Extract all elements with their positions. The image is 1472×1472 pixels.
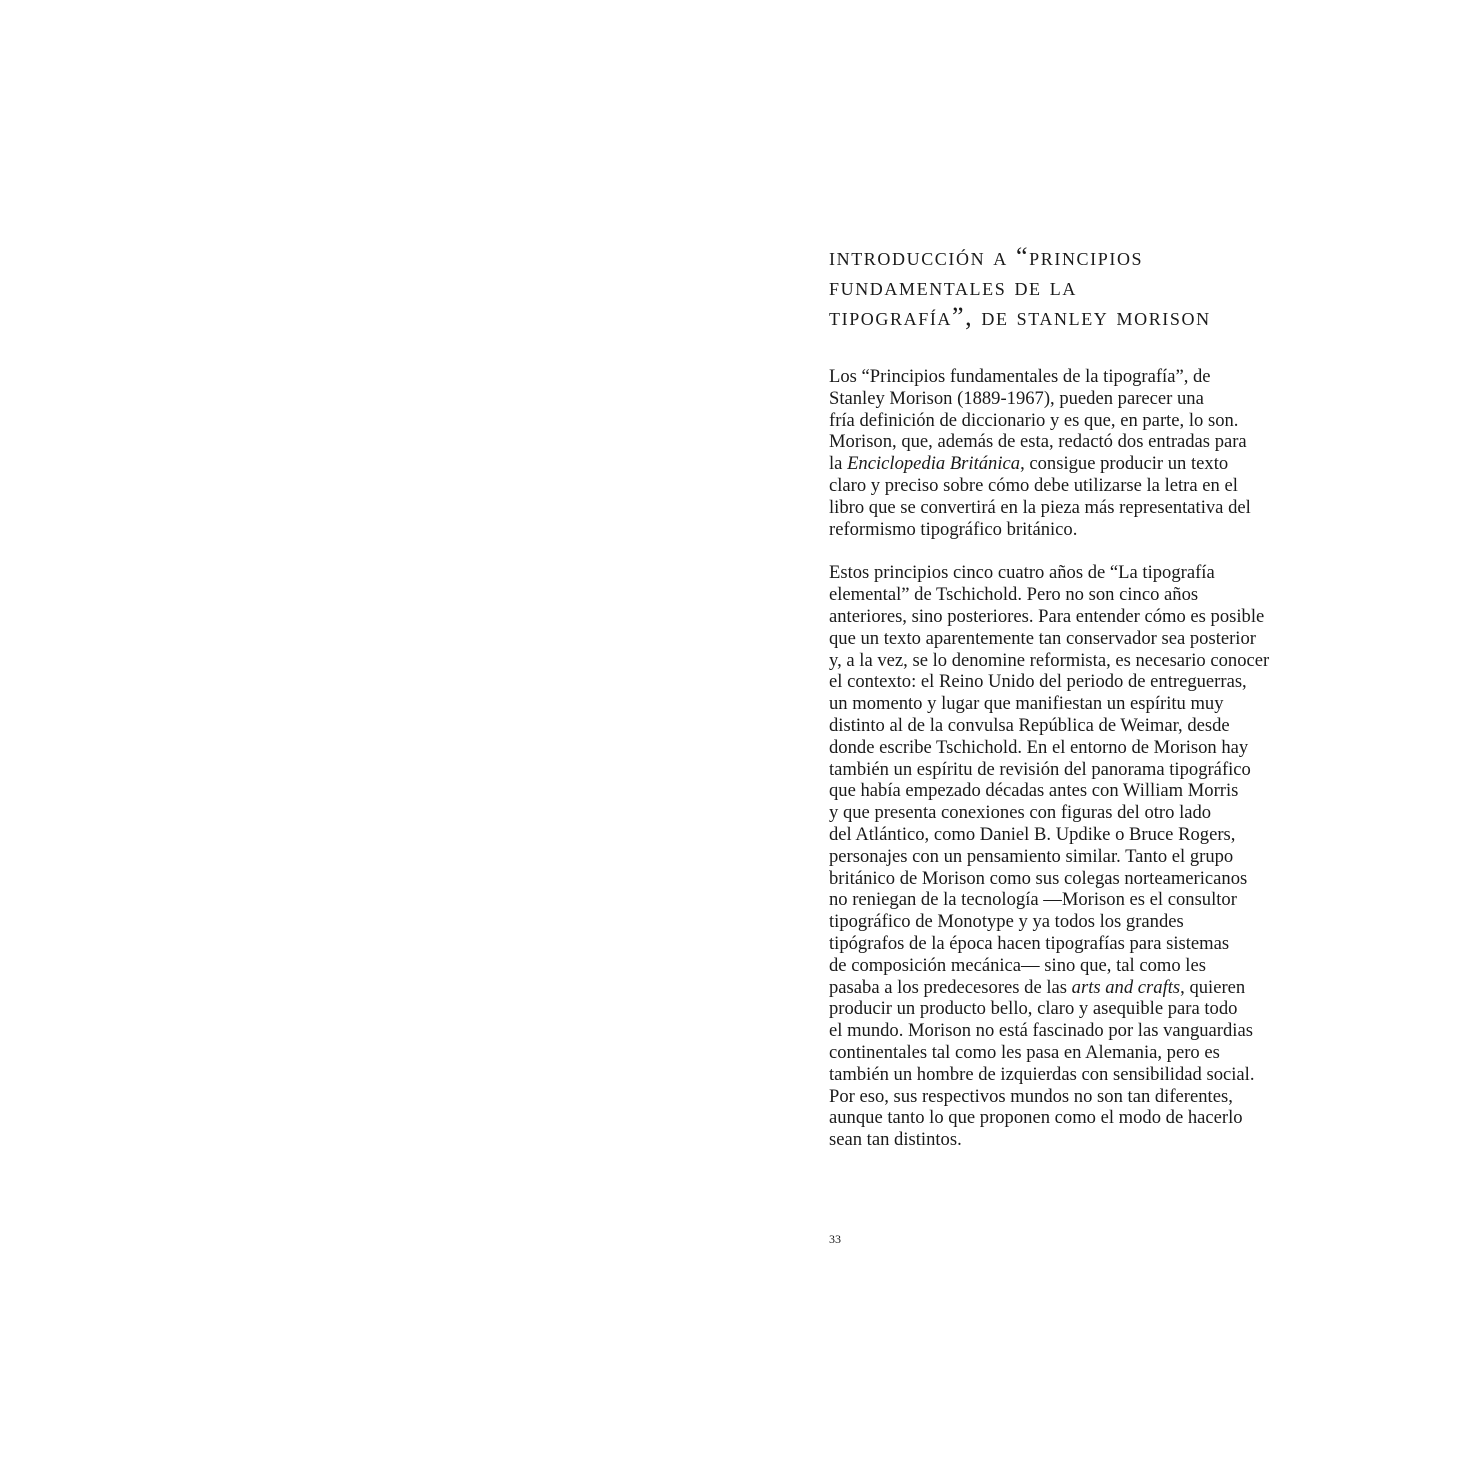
paragraph-line: elemental” de Tschichold. Pero no son cinco años	[829, 584, 1199, 606]
paragraph-1	[829, 366, 1281, 540]
paragraph-line: también un espíritu de revisión del panorama tipográfico	[829, 758, 1251, 780]
paragraph-line: un momento y lugar que manifiestan un espíritu muy	[829, 693, 1224, 715]
paragraph-line: fría definición de diccionario y es que, en parte, lo son.	[829, 409, 1239, 431]
chapter-title	[829, 242, 1281, 332]
line-text: , quieren	[1180, 976, 1246, 998]
paragraph-line: claro y preciso sobre cómo debe utilizarse la letra en el	[829, 474, 1238, 496]
paragraph-line: Estos principios cinco cuatro años de “La tipografía	[829, 562, 1215, 584]
paragraph-line: tipógrafos de la época hacen tipografías para sistemas	[829, 932, 1230, 954]
page-number: 33	[829, 1232, 841, 1246]
line-text: pasaba a los predecesores de las	[829, 976, 1072, 998]
line-text: la	[829, 453, 848, 475]
paragraph-line: personajes con un pensamiento similar. Tanto el grupo	[829, 845, 1234, 867]
paragraph-line: libro que se convertirá en la pieza más representativa del	[829, 496, 1251, 518]
title-line: fundamentales de la	[829, 272, 1077, 301]
paragraph-line: de composición mecánica— sino que, tal como les	[829, 954, 1206, 976]
paragraph-line: producir un producto bello, claro y asequible para todo	[829, 998, 1238, 1020]
paragraph-line: y, a la vez, se lo denomine reformista, es necesario conocer	[829, 649, 1270, 671]
title-line: introducción a “principios	[829, 242, 1144, 271]
paragraph-line: donde escribe Tschichold. En el entorno de Morison hay	[829, 736, 1249, 758]
text-block	[829, 242, 1281, 1151]
italic-title: arts and crafts	[1071, 976, 1181, 998]
paragraph-line: Stanley Morison (1889-1967), pueden parecer una	[829, 387, 1204, 409]
paragraph-line: Por eso, sus respectivos mundos no son tan diferentes,	[829, 1085, 1233, 1107]
paragraph-line: Los “Principios fundamentales de la tipografía”, de	[829, 366, 1211, 387]
line-text: , consigue producir un texto	[1020, 453, 1229, 475]
paragraph-line: aunque tanto lo que proponen como el modo de hacerlo	[829, 1107, 1243, 1129]
paragraph-line: no reniegan de la tecnología —Morison es el consultor	[829, 889, 1237, 911]
paragraph-line: continentales tal como les pasa en Alemania, pero es	[829, 1041, 1220, 1063]
italic-title: Enciclopedia Británica	[847, 453, 1021, 475]
paragraph-line: del Atlántico, como Daniel B. Updike o Bruce Rogers,	[829, 823, 1236, 845]
paragraph-line: distinto al de la convulsa República de Weimar, desde	[829, 714, 1230, 736]
paragraph-line: reformismo tipográfico británico.	[829, 518, 1078, 540]
paragraph-line: y que presenta conexiones con figuras del otro lado	[829, 802, 1212, 824]
paragraph-line	[829, 453, 1281, 475]
paragraph-line: también un hombre de izquierdas con sensibilidad social.	[829, 1063, 1255, 1085]
paragraph-line: el contexto: el Reino Unido del periodo de entreguerras,	[829, 671, 1247, 693]
paragraph-line: que había empezado décadas antes con William Morris	[829, 780, 1239, 802]
paragraph-line: que un texto aparentemente tan conservador sea posterior	[829, 627, 1256, 649]
paragraph-line: el mundo. Morison no está fascinado por las vanguardias	[829, 1020, 1253, 1042]
title-line: tipografía”, de stanley morison	[829, 302, 1211, 331]
paragraph-line: Morison, que, además de esta, redactó dos entradas para	[829, 431, 1247, 453]
paragraph-line: tipográfico de Monotype y ya todos los grandes	[829, 911, 1184, 933]
paragraph-line	[829, 977, 1281, 999]
paragraph-line: anteriores, sino posteriores. Para entender cómo es posible	[829, 605, 1265, 627]
paragraph-line: británico de Morison como sus colegas norteamericanos	[829, 867, 1248, 889]
paragraph-line: sean tan distintos.	[829, 1129, 962, 1151]
paragraph-2	[829, 562, 1281, 1151]
